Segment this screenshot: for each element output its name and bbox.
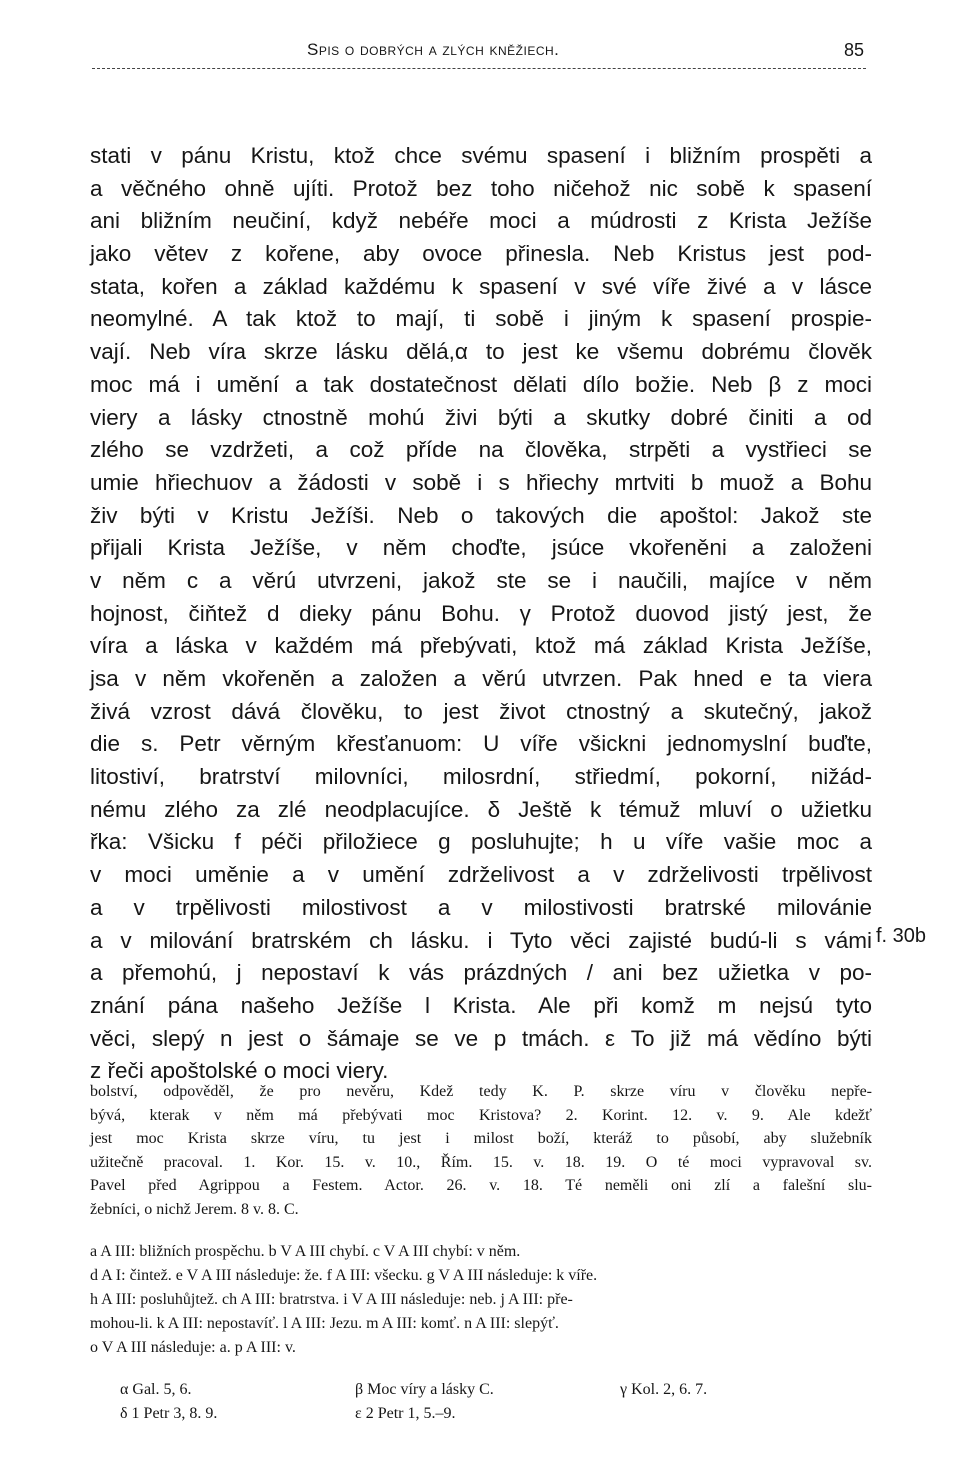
citation: γ Kol. 2, 6. 7.: [620, 1381, 708, 1398]
apparatus-line: d A I: čintež. e V A III následuje: že. f A III: všecku. g V A III následuje: k víře.: [90, 1267, 598, 1284]
text-line: jsa v něm vkořeněn a založen a věrú utvrzen. Pak hned e ta viera: [90, 666, 872, 691]
citation: δ 1 Petr 3, 8. 9.: [120, 1405, 218, 1422]
main-text: [90, 140, 872, 1088]
text-line: a přemohú, j nepostaví k vás prázdných / ani bez užietka v po-: [90, 960, 872, 986]
text-line: vají. Neb víra skrze lásku dělá,α to jest ke všemu dobrému člověk: [90, 339, 872, 365]
text-line: přijali Krista Ježíše, v něm choďte, jsúce vkořeněni a založeni: [90, 535, 872, 561]
citation: β Moc víry a lásky C.: [355, 1381, 494, 1398]
text-line: živ býti v Kristu Ježíši. Neb o takových die apoštol: Jakož ste: [90, 502, 872, 528]
text-line: litostiví, bratrství milovníci, milosrdní, střiedmí, pokorní, nižád-: [90, 764, 872, 790]
text-line: die s. Petr věrným křesťanuom: U víře všickni jednomyslní buďte,: [90, 731, 872, 757]
text-line: a v trpělivosti milostivost a v milostivosti bratrské milovánie: [90, 894, 872, 920]
footnote-block: [90, 1080, 872, 1222]
text-line: zlého se vzdržeti, a což příde na člověka, strpěti a vystřieci se: [90, 437, 872, 463]
footnote-line: bolství, odpověděl, že pro nevěru, Kdež tedy K. P. skrze víru v člověku nepře-: [90, 1083, 872, 1100]
page-number: 85: [843, 40, 864, 60]
text-line: nému zlého za zlé neodplacujíce. δ Ještě k témuž mluví o užietku: [90, 796, 872, 822]
text-line: v něm c a věrú utvrzeni, jakož ste se i naučili, majíce v něm: [90, 567, 872, 593]
text-line: živá vzrost dává člověku, to jest život ctnostný a skutečný, jakož: [90, 698, 872, 724]
text-line: a věčného ohně ujíti. Protož bez toho ničehož nic sobě k spasení: [90, 175, 872, 201]
footnote-line: Pavel před Agrippou a Festem. Actor. 26. v. 18. Té neměli oni zlí a falešní slu-: [90, 1177, 872, 1195]
text-line: a v milování bratrském ch lásku. i Tyto věci zajisté budú-li s vámi: [90, 927, 872, 953]
footnote-line: žebníci, o nichž Jerem. 8 v. 8. C.: [90, 1200, 299, 1218]
header-rule: [92, 68, 866, 69]
apparatus-line: a A III: bližních prospěchu. b V A III chybí. c V A III chybí: v něm.: [90, 1243, 521, 1260]
text-line: řka: Všicku f péči přiložiece g posluhujte; h u víře vašie moc a: [90, 829, 872, 855]
citation-row: [120, 1378, 820, 1402]
text-line: neomylné. A tak ktož to mají, ti sobě i jiným k spasení prospie-: [90, 306, 872, 332]
citation: ε 2 Petr 1, 5.–9.: [355, 1405, 456, 1422]
running-title: Spis o dobrých a zlých kněžiech.: [307, 40, 560, 59]
text-line: v moci uměnie a v umění zdrželivost a v zdrželivosti trpělivost: [90, 862, 872, 888]
footnote-line: užitečně pracoval. 1. Kor. 15. v. 10., Řím. 15. v. 18. 19. O té moci vypravoval sv.: [90, 1153, 872, 1171]
text-line: víra a láska v každém má přebývati, ktož má základ Krista Ježíše,: [90, 633, 872, 659]
footnote-line: jest moc Krista skrze víru, tu jest i milost boží, kteráž to působí, aby služebník: [90, 1130, 872, 1148]
citation-row: [120, 1402, 820, 1426]
citation: α Gal. 5, 6.: [120, 1381, 192, 1398]
text-line: stati v pánu Kristu, ktož chce svému spasení i bližním prospěti a: [90, 143, 872, 168]
text-line: věci, slepý n jest o šámaje se ve p tmách. ε To již má vědíno býti: [90, 1025, 872, 1051]
apparatus-line: o V A III následuje: a. p A III: v.: [90, 1339, 296, 1356]
text-line: znání pána našeho Ježíše l Krista. Ale při komž m nejsú tyto: [90, 992, 872, 1018]
footnote-line: bývá, kterak v něm má přebývati moc Kristova? 2. Korint. 12. v. 9. Ale kdežť: [90, 1106, 872, 1124]
critical-apparatus: [90, 1240, 872, 1360]
folio-margin-note: f. 30b: [876, 925, 927, 947]
text-line: viery a lásky ctnostně mohú živi býti a skutky dobré činiti a od: [90, 404, 872, 430]
text-line: z řeči apoštolské o moci viery.: [90, 1058, 389, 1084]
text-line: ani bližním neučiní, když nebéře moci a múdrosti z Krista Ježíše: [90, 208, 872, 234]
text-line: hojnost, čiňtež d dieky pánu Bohu. γ Protož duovod jistý jest, že: [90, 600, 872, 626]
apparatus-line: mohou-li. k A III: nepostavíť. l A III: Jezu. m A III: komť. n A III: slepýť.: [90, 1315, 559, 1332]
text-line: umie hřiechuov a žádosti v sobě i s hřiechy mrtviti b muož a Bohu: [90, 469, 872, 495]
page-header: [92, 34, 866, 74]
text-line: jako větev z kořene, aby ovoce přinesla. Neb Kristus jest pod-: [90, 241, 872, 267]
citation-block: [120, 1378, 820, 1426]
text-line: stata, kořen a základ každému k spasení v své víře živé a v lásce: [90, 273, 872, 299]
apparatus-line: h A III: posluhůjtež. ch A III: bratrstva. i V A III následuje: neb. j A III: pře-: [90, 1291, 573, 1308]
text-line: moc má i umění a tak dostatečnost dělati dílo božie. Neb β z moci: [90, 371, 872, 397]
